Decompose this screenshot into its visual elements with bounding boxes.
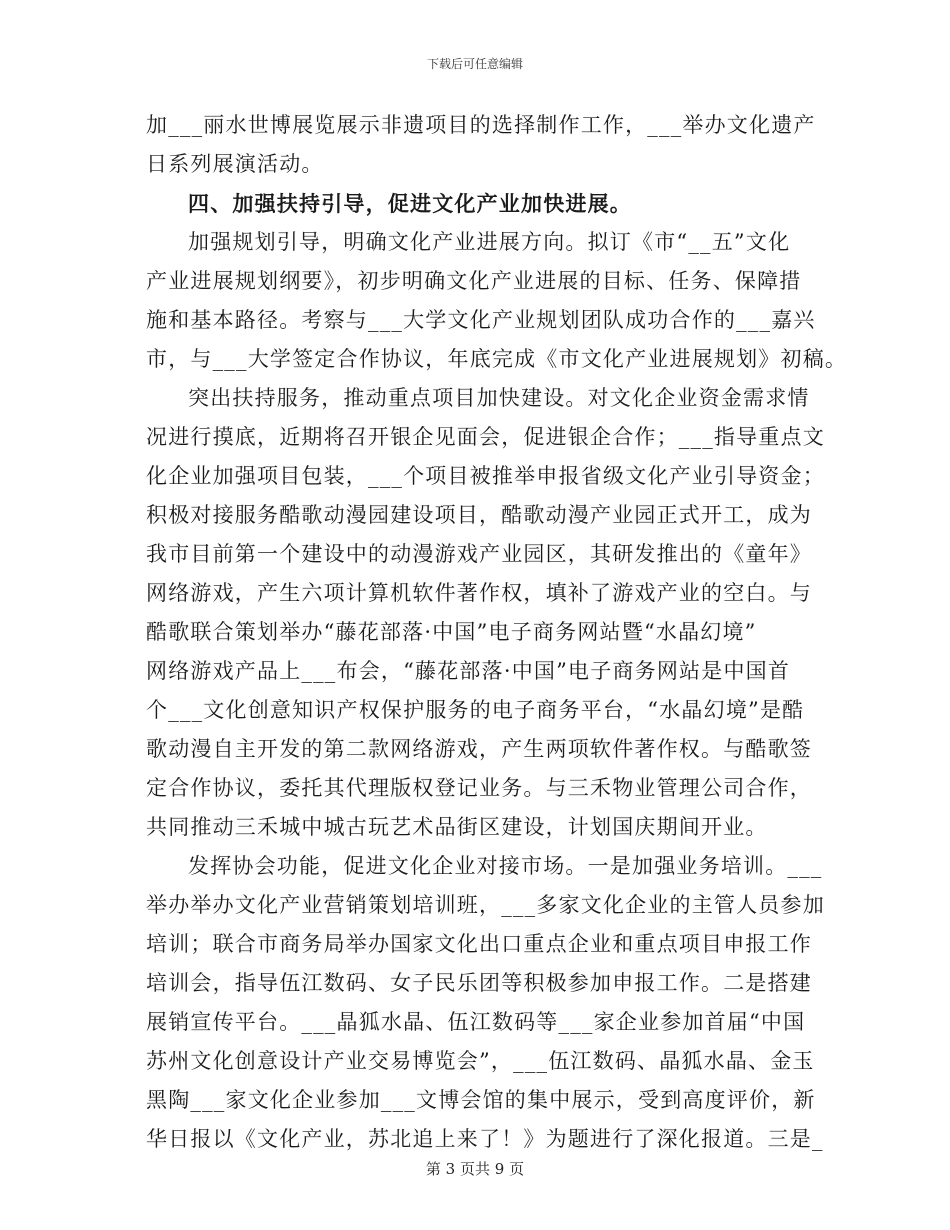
text-line: 网络游戏产品上___布会，“藤花部落·中国”电子商务网站是中国首 — [146, 659, 791, 683]
text-line: 市，与___大学签定合作协议，年底完成《市文化产业进展规划》初稿。 — [146, 347, 848, 371]
text-line: 华日报以《文化产业，苏北追上来了！》为题进行了深化报道。三是_ — [146, 1127, 824, 1151]
text-line: 积极对接服务酷歌动漫园建设项目，酷歌动漫产业园正式开工，成为 — [146, 503, 812, 527]
text-line: 个___文化创意知识产权保护服务的电子商务平台，“水晶幻境”是酷 — [146, 698, 805, 722]
text-line: 产业进展规划纲要》，初步明确文化产业进展的目标、任务、保障措 — [146, 269, 802, 293]
page-header: 下载后可任意编辑 — [426, 57, 523, 71]
text-line: 网络游戏，产生六项计算机软件著作权，填补了游戏产业的空白。与 — [146, 581, 812, 605]
text-line: 黑陶___家文化企业参加___文博会馆的集中展示，受到高度评价，新 — [146, 1088, 816, 1112]
text-line: 歌动漫自主开发的第二款网络游戏，产生两项软件著作权。与酷歌签 — [146, 737, 812, 761]
page-footer: 第 3 页共 9 页 — [425, 1160, 525, 1178]
text-line: 培训会，指导伍江数码、女子民乐团等积极参加申报工作。二是搭建 — [146, 971, 812, 995]
text-line: 日系列展演活动。 — [146, 152, 324, 176]
paragraph-start: 发挥协会功能，促进文化企业对接市场。一是加强业务培训。___ — [188, 854, 823, 878]
text-line: 共同推动三禾城中城古玩艺术品街区建设，计划国庆期间开业。 — [146, 815, 768, 839]
text-line: 苏州文化创意设计产业交易博览会”，___伍江数码、晶狐水晶、金玉 — [146, 1049, 815, 1073]
text-line: 举办举办文化产业营销策划培训班，___多家文化企业的主管人员参加 — [146, 893, 825, 917]
text-line: 化企业加强项目包装，___个项目被推举申报省级文化产业引导资金； — [146, 464, 825, 488]
text-line: 加___丽水世博展览展示非遗项目的选择制作工作，___举办文化遗产 — [146, 113, 816, 137]
paragraph-start: 突出扶持服务，推动重点项目加快建设。对文化企业资金需求情 — [188, 386, 810, 410]
document-body — [146, 106, 848, 1159]
paragraph-start: 加强规划引导，明确文化产业进展方向。拟订《市“__五”文化 — [188, 230, 791, 254]
text-line: 培训；联合市商务局举办国家文化出口重点企业和重点项目申报工作 — [146, 932, 812, 956]
text-line: 酷歌联合策划举办“藤花部落·中国”电子商务网站暨“水晶幻境” — [146, 620, 757, 644]
section-heading: 四、加强扶持引导，促进文化产业加快进展。 — [188, 191, 632, 216]
text-line: 施和基本路径。考察与___大学文化产业规划团队成功合作的___嘉兴 — [146, 308, 816, 332]
text-line: 展销宣传平台。___晶狐水晶、伍江数码等___家企业参加首届“中国 — [146, 1010, 806, 1034]
text-line: 我市目前第一个建设中的动漫游戏产业园区，其研发推出的《童年》 — [146, 542, 812, 566]
text-line: 定合作协议，委托其代理版权登记业务。与三禾物业管理公司合作， — [146, 776, 812, 800]
text-line: 况进行摸底，近期将召开银企见面会，促进银企合作；___指导重点文 — [146, 425, 825, 449]
